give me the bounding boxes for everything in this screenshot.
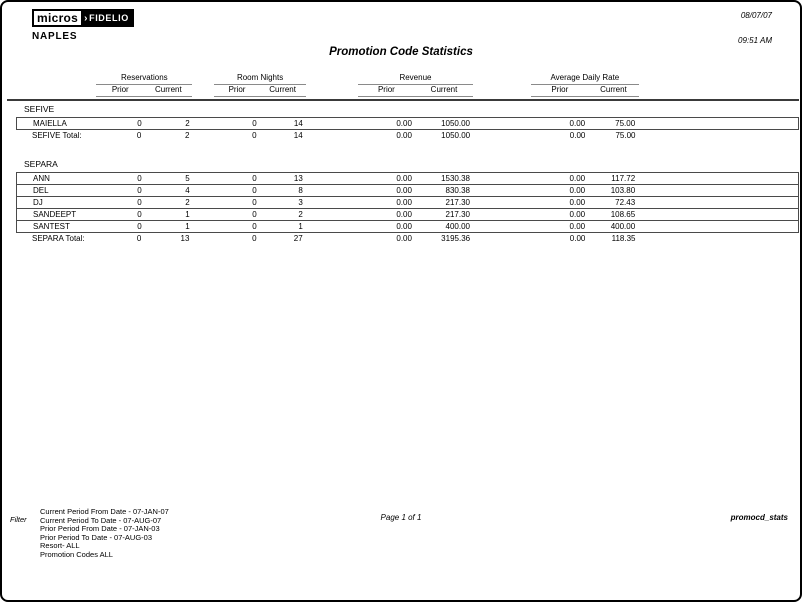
promo-group-section (16, 103, 799, 141)
table-row (17, 197, 799, 209)
value-cell: 0.00 (569, 174, 586, 183)
value-cell: 400.00 (415, 221, 473, 233)
value-cell: 3195.36 (441, 234, 471, 243)
subheader-current: Current (144, 84, 192, 96)
group-total-table (16, 130, 799, 141)
value-cell: 118.35 (611, 234, 636, 243)
value-cell: 0 (215, 209, 260, 221)
value-cell: 0.00 (569, 119, 586, 128)
value-cell: 0 (215, 221, 260, 233)
subheader-prior: Prior (214, 84, 259, 96)
value-cell: 1050.00 (441, 131, 471, 140)
filter-criteria-line: Prior Period From Date - 07-JAN-03 (40, 524, 160, 534)
value-cell: 0 (137, 119, 142, 128)
promo-code-cell: DJ (17, 197, 97, 209)
value-cell: 5 (185, 174, 190, 183)
filter-criteria-line: Current Period To Date - 07-AUG-07 (40, 515, 162, 525)
value-cell: 108.65 (588, 209, 638, 221)
table-row (17, 221, 799, 233)
group-total-table (16, 233, 799, 244)
logo-caret-icon: › (84, 12, 89, 24)
value-cell: 0.00 (396, 119, 412, 128)
group-header-revenue: Revenue (358, 72, 473, 84)
value-cell: 0 (252, 119, 257, 128)
value-cell: 0.00 (396, 174, 412, 183)
promo-rows-table (16, 117, 799, 130)
subheader-prior: Prior (358, 84, 415, 96)
value-cell: 1530.38 (441, 174, 470, 183)
value-cell: 0 (97, 209, 145, 221)
value-cell: 27 (293, 234, 303, 243)
subheader-current: Current (415, 84, 473, 96)
promo-code-cell: SANTEST (17, 221, 97, 233)
value-cell: 0.00 (396, 234, 412, 243)
value-cell: 830.38 (415, 185, 473, 197)
promo-code-cell: ANN (33, 174, 50, 183)
value-cell: 2 (260, 209, 306, 221)
value-cell: 0 (252, 234, 257, 243)
value-cell: 14 (293, 119, 303, 128)
group-header-room-nights: Room Nights (214, 72, 305, 84)
value-cell: 75.00 (615, 119, 636, 128)
value-cell: 1050.00 (441, 119, 470, 128)
value-cell: 0.00 (358, 197, 415, 209)
value-cell: 2 (184, 131, 190, 140)
value-cell: 0 (137, 174, 142, 183)
group-header-reservations: Reservations (96, 72, 192, 84)
table-row (17, 118, 799, 130)
value-cell: 1 (260, 221, 306, 233)
value-cell: 0 (252, 174, 257, 183)
report-time: 09:51 AM (738, 36, 772, 45)
value-cell: 1 (145, 209, 193, 221)
subheader-current: Current (260, 84, 306, 96)
value-cell: 2 (185, 119, 190, 128)
value-cell: 75.00 (615, 131, 636, 140)
value-cell: 0.00 (531, 221, 588, 233)
value-cell: 0 (252, 131, 257, 140)
report-title: Promotion Code Statistics (329, 46, 473, 58)
subheader-current: Current (588, 84, 638, 96)
subheader-prior: Prior (531, 84, 588, 96)
value-cell: 14 (293, 131, 303, 140)
report-sections (16, 103, 799, 244)
fidelio-logo-badge (83, 9, 134, 27)
micros-fidelio-logo (32, 9, 134, 27)
value-cell: 13 (180, 234, 190, 243)
value-cell: 72.43 (588, 197, 638, 209)
header-divider-rule (7, 99, 799, 101)
value-cell: 117.72 (611, 174, 636, 183)
fidelio-logo-text: FIDELIO (89, 13, 129, 23)
column-header-table (16, 72, 799, 97)
value-cell: 0 (97, 185, 145, 197)
value-cell: 2 (145, 197, 193, 209)
promo-group-name: SEPARA (24, 159, 58, 169)
value-cell: 1 (145, 221, 193, 233)
total-label-cell: SEPARA Total: (32, 234, 85, 243)
value-cell: 0 (97, 221, 145, 233)
value-cell: 3 (260, 197, 306, 209)
value-cell: 0.00 (358, 209, 415, 221)
filter-criteria-line: Current Period From Date - 07-JAN-07 (40, 507, 169, 516)
total-row (16, 233, 799, 244)
value-cell: 103.80 (588, 185, 638, 197)
value-cell: 13 (293, 174, 303, 183)
report-date: 08/07/07 (740, 11, 772, 20)
micros-logo-text: micros (32, 9, 83, 27)
value-cell: 0.00 (531, 209, 588, 221)
promo-group-name: SEFIVE (24, 104, 55, 114)
report-file-name: promocd_stats (730, 513, 788, 522)
value-cell: 217.30 (415, 197, 473, 209)
value-cell: 0.00 (396, 131, 412, 140)
value-cell: 400.00 (588, 221, 638, 233)
group-header-adr: Average Daily Rate (531, 72, 638, 84)
value-cell: 0.00 (358, 221, 415, 233)
value-cell: 0 (215, 197, 260, 209)
table-row (17, 209, 799, 221)
total-row (16, 130, 799, 141)
promo-code-cell: SANDEEPT (17, 209, 97, 221)
total-label-cell: SEFIVE Total: (32, 131, 82, 140)
filter-criteria-line: Resort- ALL (40, 541, 80, 551)
value-cell: 0 (97, 197, 145, 209)
promo-code-cell: MAIELLA (33, 119, 67, 128)
promo-rows-table (16, 172, 799, 233)
value-cell: 8 (260, 185, 306, 197)
promo-group-section (16, 158, 799, 244)
filter-criteria-line: Promotion Codes ALL (40, 549, 113, 559)
value-cell: 0.00 (531, 197, 588, 209)
filter-criteria-line: Prior Period To Date - 07-AUG-03 (40, 532, 152, 542)
table-row (17, 185, 799, 197)
resort-name: NAPLES (32, 31, 78, 42)
filter-label: Filter (10, 515, 27, 524)
value-cell: 0 (136, 234, 142, 243)
value-cell: 0.00 (569, 234, 586, 243)
value-cell: 0 (215, 185, 260, 197)
value-cell: 4 (145, 185, 193, 197)
value-cell: 0 (136, 131, 142, 140)
page-number: Page 1 of 1 (380, 513, 422, 522)
value-cell: 0.00 (531, 185, 588, 197)
value-cell: 0.00 (569, 131, 586, 140)
subheader-prior: Prior (96, 84, 144, 96)
value-cell: 217.30 (415, 209, 473, 221)
value-cell: 0.00 (358, 185, 415, 197)
promo-code-cell: DEL (17, 185, 97, 197)
table-row (17, 173, 799, 185)
